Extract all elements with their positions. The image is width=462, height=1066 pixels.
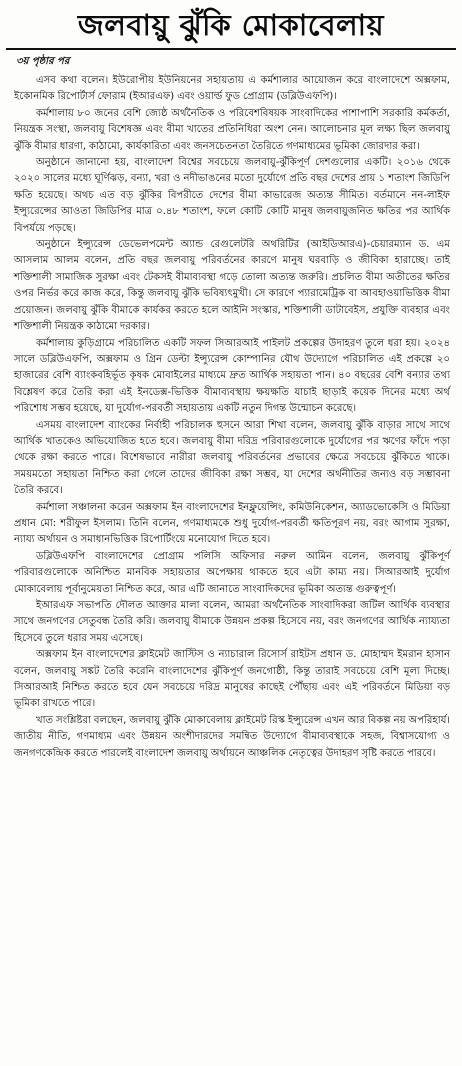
paragraph: অনুষ্ঠানে ইন্স্যুরেন্স ডেভেলপমেন্ট অ্যান্ড রেগুলেটরি অথরিটির (আইডিআরএ)-চেয়ারম্যান ড. এম আসলাম আলম বলেন, প্রতি বছর জলবায়ু পরিবর্তনের কারণে মানুষ ঘরবাড়ি ও জীবিকা হারাচ্ছে। তাই শক্তিশালী সামাজিক সুরক্ষা এবং টেকসই বীমাব্যবস্থা গড়ে তোলা অত্যন্ত জরুরি। প্রচলিত বীমা অতীতের ক্ষতির ওপর নির্ভর করে কাজ করে, কিন্তু জলবায়ু ঝুঁকি ভবিষ্যৎমুখী। সে কারণে প্যারামেট্রিক বা আবহাওয়াভিত্তিক বীমা প্রয়োজন। জলবায়ু ঝুঁকি বীমাকে কার্যকর করতে হলে আইনি সংস্কার, শক্তিশালী ডাটাবেইস, প্রযুক্তি ব্যবহার এবং শক্তিশালী নিয়ন্ত্রক কাঠামো দরকার। xyxy=(14,239,450,333)
paragraph: কর্মশালা সঞ্চালনা করেন অক্সফাম ইন বাংলাদেশের ইনফ্লুয়েন্সিং, কমিউনিকেশন, অ্যাডভোকেসি ও মিডিয়া প্রধান মো: শরীফুল ইসলাম। তিনি বলেন, গণমাধ্যমকে শুধু দুর্যোগ-পরবর্তী ক্ষতিপূরণ নয়, বরং আগাম সুরক্ষা, ন্যায্য অর্থায়ন ও সমাধানভিত্তিক রিপোর্টিংয়ে মনোযোগ দিতে হবে। xyxy=(14,501,450,546)
continued-from-label: ৩য় পৃষ্ঠার পর xyxy=(16,56,70,67)
article-body xyxy=(0,73,462,762)
paragraph: এসব কথা বলেন। ইউরোপীয় ইউনিয়নের সহায়তায় এ কর্মশালার আয়োজন করে বাংলাদেশে অক্সফাম, ইকোনমিক রিপোর্টার্স ফোরাম (ইআরএফ) এবং ওয়ার্ল্ড ফুড প্রোগ্রাম (ডব্লিউএফপি)। xyxy=(14,75,450,103)
paragraph: অক্সফাম ইন বাংলাদেশের ক্লাইমেট জাস্টিস ও ন্যাচারাল রিসোর্স রাইটস প্রধান ড. মোহাম্মদ ইমরান হাসান বলেন, জলবায়ু সঙ্কট তৈরি করেনি বাংলাদেশের ঝুঁকিপূর্ণ জনগোষ্ঠী, কিন্তু তারাই সবচেয়ে বেশি মূল্য দিচ্ছে। সিআরআই নিশ্চিত করতে হবে যেন সবচেয়ে দরিদ্র মানুষের কাছেই পৌঁছায় এবং এই পরিবর্তনে মিডিয়া বড় ভূমিকা রাখতে পারে। xyxy=(14,649,450,710)
paragraph: ইআরএফ সভাপতি দৌলত আক্তার মালা বলেন, আমরা অর্থনৈতিক সাংবাদিকরা জটিল আর্থিক ব্যবস্থার সাথে জনগণের সেতুবন্ধ তৈরি করি। জলবায়ু বীমাকে উন্নয়ন প্রকল্প হিসেবে নয়, বরং জনগণের আর্থিক ন্যায্যতা হিসেবে তুলে ধরার সময় এসেছে। xyxy=(14,600,450,644)
paragraph: অনুষ্ঠানে জানানো হয়, বাংলাদেশ বিশ্বের সবচেয়ে জলবায়ু-ঝুঁকিপূর্ণ দেশগুলোর একটি। ২০১৬ থেকে ২০২০ সালের মধ্যে ঘূর্ণিঝড়, বন্যা, খরা ও নদীভাঙনের মতো দুর্যোগে প্রতি বছর দেশের প্রায় ১ শতাংশ জিডিপি ক্ষতি হয়েছে। অথচ এত বড় ঝুঁকির বিপরীতে দেশের বীমা কাভারেজ অত্যন্ত সীমিত। বর্তমানে নন-লাইফ ইন্স্যুরেন্সের আওতা জিডিপির মাত্র ০.৪৮ শতাংশ, ফলে কোটি কোটি মানুষ জলবায়ুজনিত ক্ষতির পর আর্থিক বিপর্যয়ে পড়ছে। xyxy=(14,157,450,234)
paragraph: এসময় বাংলাদেশ ব্যাংকের নির্বাহী পরিচালক হুসনে আরা শিখা বলেন, জলবায়ু ঝুঁকি বাড়ার সাথে সাথে আর্থিক খাতকেও অভিযোজিত হতে হবে। জলবায়ু বীমা দরিদ্র পরিবারগুলোকে দুর্যোগের পর ঋণের ফাঁদে পড়া থেকে রক্ষা করতে পারে। বিশেষভাবে নারীরা জলবায়ু পরিবর্তনের প্রভাবের ক্ষেত্রে সবচেয়ে ঝুঁকিতে থাকে। সময়মতো সহায়তা নিশ্চিত করা গেলে তাদের জীবিকা রক্ষা সম্ভব, যা দেশের অর্থনীতির জন্যও বড় সম্ভাবনা তৈরি করবে। xyxy=(14,419,450,497)
headline: জলবায়ু ঝুঁকি মোকাবেলায় xyxy=(6,6,456,50)
paragraph: কর্মশালায় কুড়িগ্রামে পরিচালিত একটি সফল সিআরআই পাইলট প্রকল্পের উদাহরণ তুলে ধরা হয়। ২০২৪ সালে ডব্লিউএফপি, অক্সফাম ও গ্রিন ডেল্টা ইন্স্যুরেন্স কোম্পানির যৌথ উদ্যোগে পরিচালিত এই প্রকল্পে ২০ হাজারের বেশি ব্যাংকবহির্ভূত কৃষক মোবাইলের মাধ্যমে দ্রুত আর্থিক সহায়তা পান। ৪০ বছরের বেশি বন্যার তথ্য বিশ্লেষণ করে তৈরি করা এই ইনডেক্স-ভিত্তিক বীমাব্যবস্থায় ক্ষয়ক্ষতি যাচাই ছাড়াই কয়েক দিনের মধ্যে অর্থ পরিশোধ সম্ভব হয়েছে, যা দুর্যোগ-পরবর্তী সহায়তায় একটি নতুন দিগন্ত উন্মোচন করেছে। xyxy=(14,337,450,415)
paragraph: খাত সংশ্লিষ্টরা বলছেন, জলবায়ু ঝুঁকি মোকাবেলায় ক্লাইমেট রিস্ক ইন্স্যুরেন্স এখন আর বিকল্প নয় অপরিহার্য। জাতীয় নীতি, গণমাধ্যম এবং উন্নয়ন অংশীদারদের সমন্বিত উদ্যোগে বীমাব্যবস্থাকে সহজ, বিশ্বাসযোগ্য ও জনগণকেন্দ্রিক করতে পারলেই বাংলাদেশ জলবায়ু অর্থায়নে আঞ্চলিক নেতৃত্বের উদাহরণ সৃষ্টি করতে পারবে। xyxy=(14,714,450,759)
paragraph: ডব্লিউএফপি বাংলাদেশের প্রোগ্রাম পলিসি অফিসার নরুল আমিন বলেন, জলবায়ু ঝুঁকিপূর্ণ পরিবারগুলোকে অনিশ্চিত মানবিক সহায়তার অপেক্ষায় থাকতে হবে এটা কাম্য নয়। সিআরআই দুর্যোগ মোকাবেলায় পূর্বানুমেয়তা নিশ্চিত করে, আর এটি জানাতে সাংবাদিকদের ভূমিকা অত্যন্ত গুরুত্বপূর্ণ। xyxy=(14,550,450,595)
paragraph: কর্মশালায় ৮০ জনের বেশি জ্যেষ্ঠ অর্থনৈতিক ও পরিবেশবিষয়ক সাংবাদিকের পাশাপাশি সরকারি কর্মকর্তা, নিয়ন্ত্রক সংস্থা, জলবায়ু বিশেষজ্ঞ এবং বীমা খাতের প্রতিনিধিরা অংশ নেন। আলোচনার মূল লক্ষ্য ছিল জলবায়ু ঝুঁকি বীমার ধারণা, কাঠামো, কার্যকারিতা এবং জনসচেতনতা তৈরিতে গণমাধ্যমের ভূমিকা জোরদার করা। xyxy=(14,107,450,152)
